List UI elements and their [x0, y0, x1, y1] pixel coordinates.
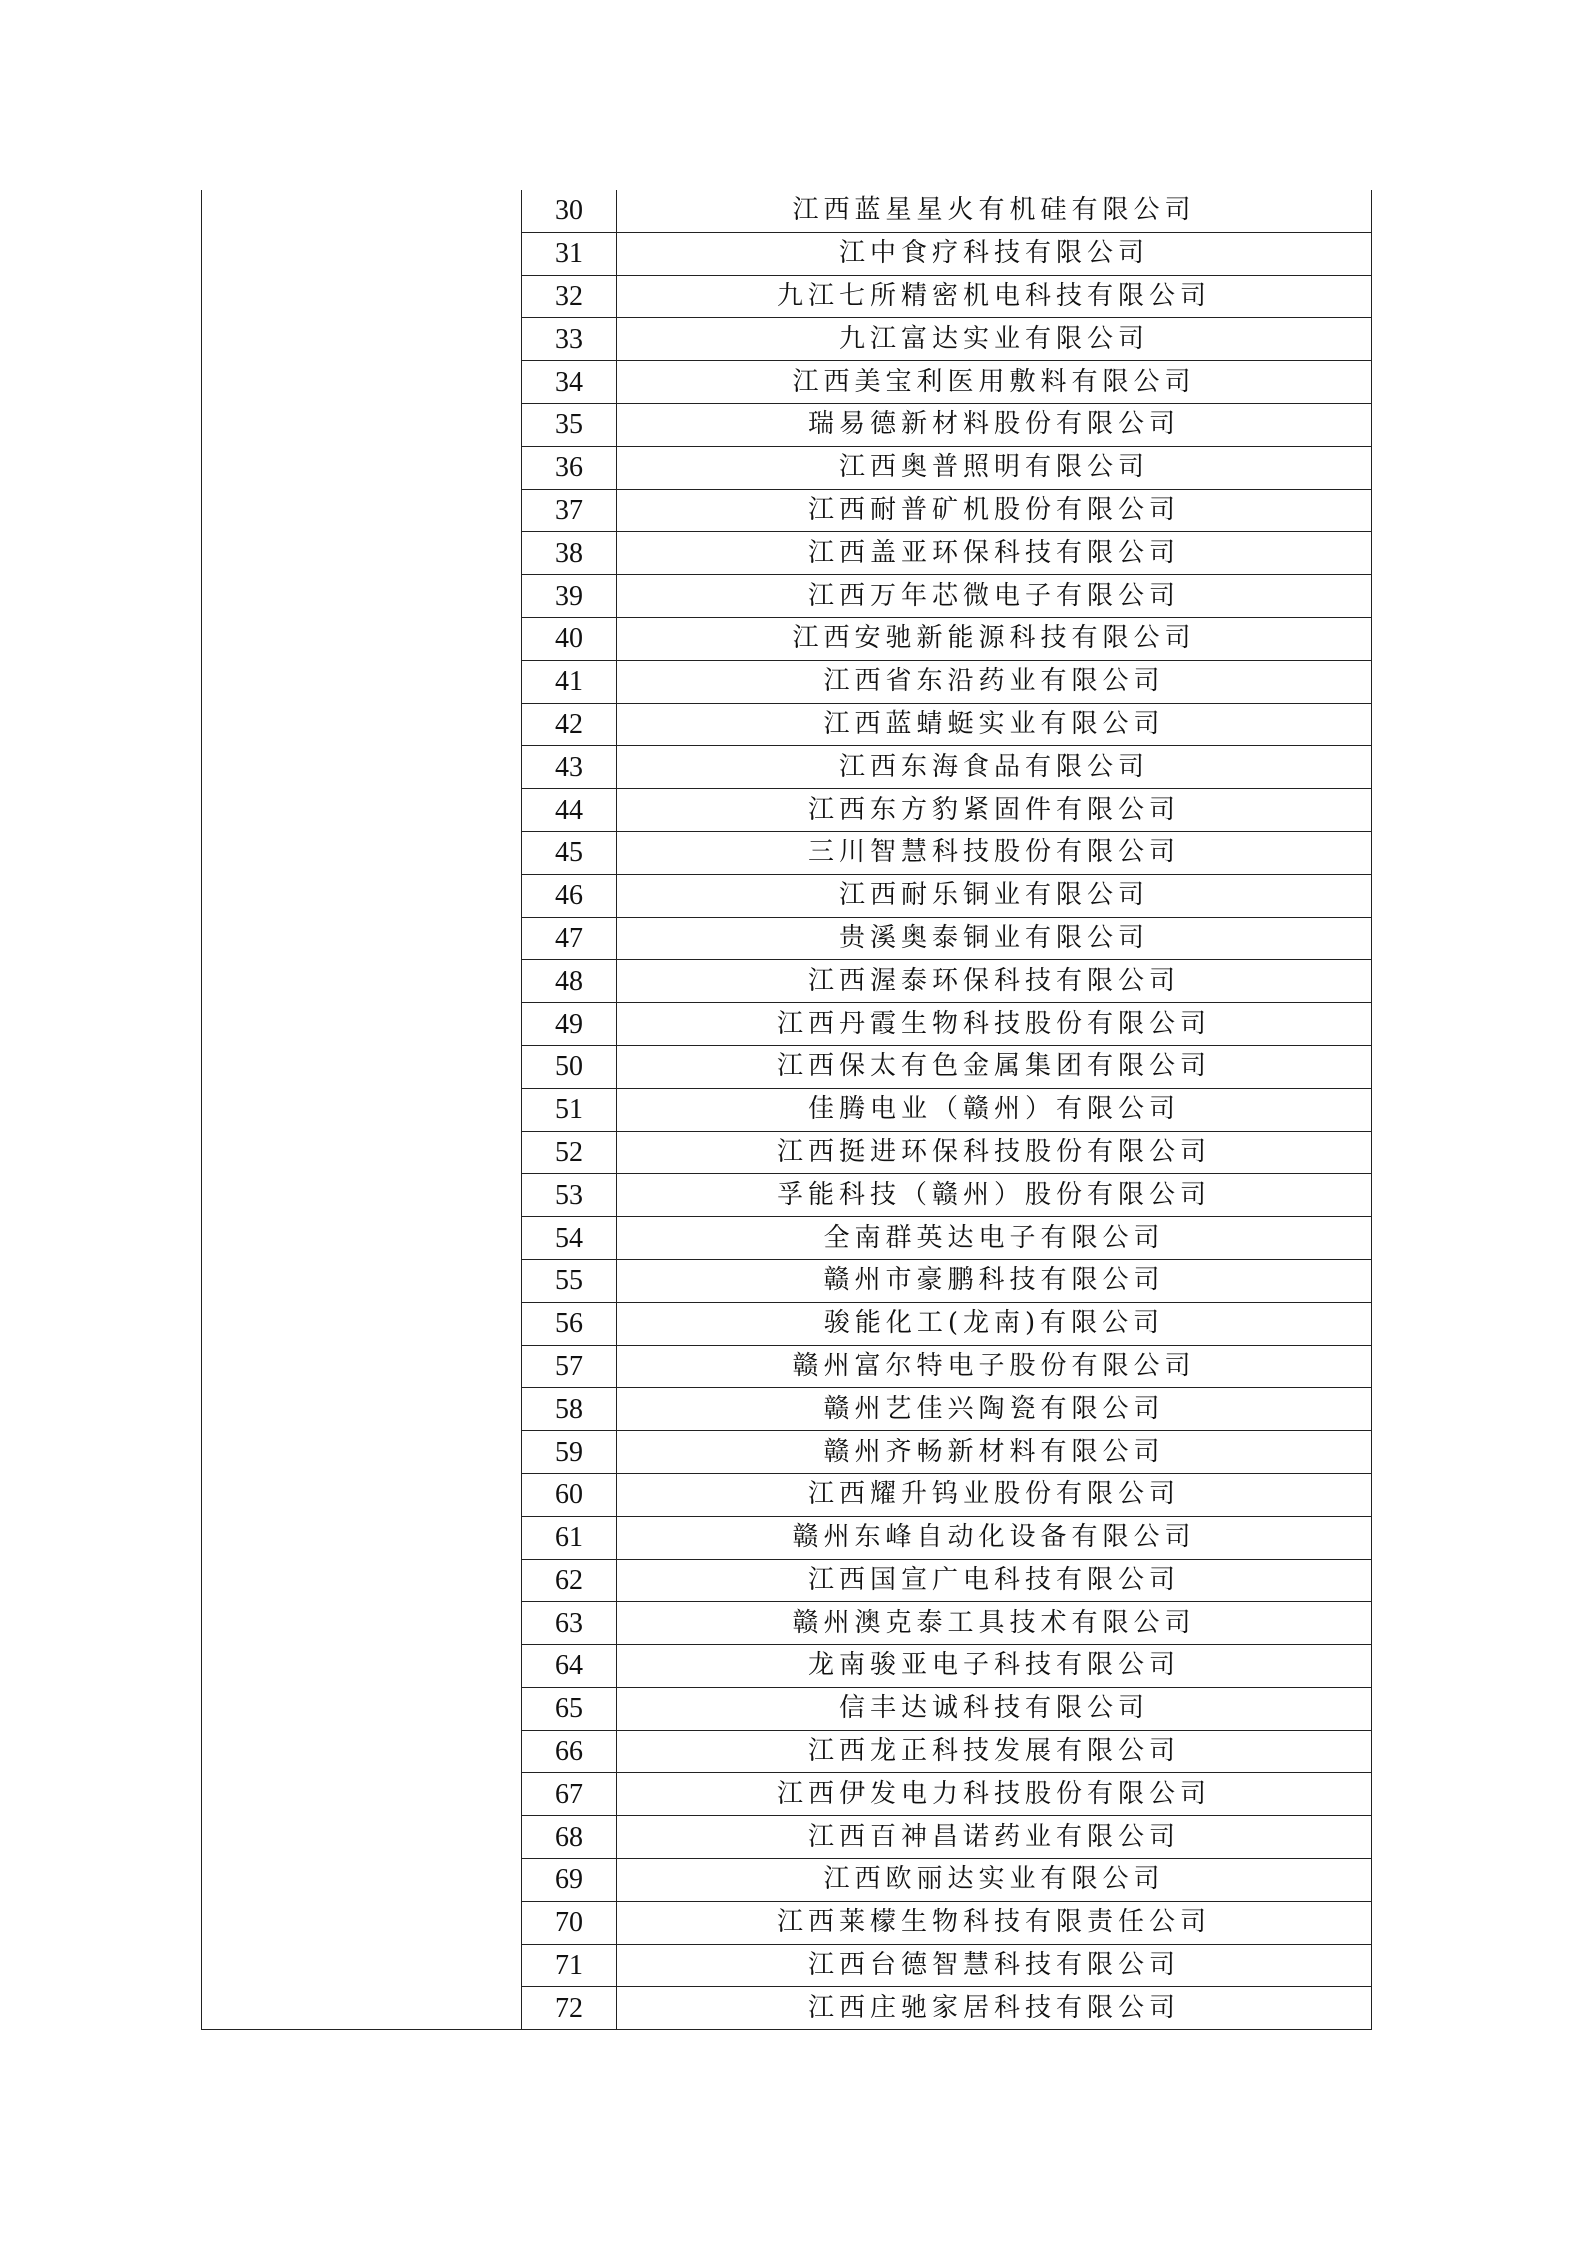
table-row: [522, 1045, 1372, 1088]
table-row: [522, 1944, 1372, 1987]
row-number: 72: [522, 1987, 617, 2030]
table-row: [522, 489, 1372, 532]
company-name: 瑞易德新材料股份有限公司: [617, 403, 1372, 446]
table-row: [522, 1987, 1372, 2030]
company-name: 江西龙正科技发展有限公司: [617, 1730, 1372, 1773]
company-name: 江西莱檬生物科技有限责任公司: [617, 1901, 1372, 1944]
company-name: 江西东方豹紧固件有限公司: [617, 789, 1372, 832]
row-number: 56: [522, 1302, 617, 1345]
table-row: [522, 660, 1372, 703]
table-row: [522, 1602, 1372, 1645]
company-name: 江西省东沿药业有限公司: [617, 660, 1372, 703]
row-number: 62: [522, 1559, 617, 1602]
company-name: 孚能科技（赣州）股份有限公司: [617, 1174, 1372, 1217]
company-name: 佳腾电业（赣州）有限公司: [617, 1088, 1372, 1131]
table-row: [522, 1773, 1372, 1816]
company-name: 信丰达诚科技有限公司: [617, 1687, 1372, 1730]
table-row: [522, 1730, 1372, 1773]
table-row: [522, 789, 1372, 832]
row-number: 31: [522, 232, 617, 275]
table-row: [522, 874, 1372, 917]
company-name: 赣州艺佳兴陶瓷有限公司: [617, 1388, 1372, 1431]
company-name: 江西渥泰环保科技有限公司: [617, 960, 1372, 1003]
table-row: [522, 361, 1372, 404]
table-row: [522, 1687, 1372, 1730]
table-row: [522, 960, 1372, 1003]
company-name: 江中食疗科技有限公司: [617, 232, 1372, 275]
row-number: 49: [522, 1003, 617, 1046]
table-row: [522, 446, 1372, 489]
company-name: 江西东海食品有限公司: [617, 746, 1372, 789]
row-number: 44: [522, 789, 617, 832]
row-number: 48: [522, 960, 617, 1003]
table-row: [522, 532, 1372, 575]
table-row: [522, 703, 1372, 746]
table-row: [522, 1473, 1372, 1516]
row-number: 53: [522, 1174, 617, 1217]
row-number: 68: [522, 1816, 617, 1859]
row-number: 47: [522, 917, 617, 960]
row-number: 67: [522, 1773, 617, 1816]
company-name: 江西国宣广电科技有限公司: [617, 1559, 1372, 1602]
row-number: 60: [522, 1473, 617, 1516]
company-name: 江西耀升钨业股份有限公司: [617, 1473, 1372, 1516]
row-number: 38: [522, 532, 617, 575]
company-name: 江西百神昌诺药业有限公司: [617, 1816, 1372, 1859]
row-number: 70: [522, 1901, 617, 1944]
company-name: 江西奥普照明有限公司: [617, 446, 1372, 489]
row-number: 33: [522, 318, 617, 361]
table-row: [522, 318, 1372, 361]
row-number: 30: [522, 190, 617, 232]
company-name: 赣州齐畅新材料有限公司: [617, 1431, 1372, 1474]
company-name: 贵溪奥泰铜业有限公司: [617, 917, 1372, 960]
company-name: 江西台德智慧科技有限公司: [617, 1944, 1372, 1987]
row-number: 34: [522, 361, 617, 404]
row-number: 50: [522, 1045, 617, 1088]
row-number: 36: [522, 446, 617, 489]
row-number: 63: [522, 1602, 617, 1645]
company-name: 九江富达实业有限公司: [617, 318, 1372, 361]
row-number: 54: [522, 1217, 617, 1260]
company-name: 江西欧丽达实业有限公司: [617, 1859, 1372, 1902]
row-number: 45: [522, 831, 617, 874]
company-table-body: [522, 190, 1372, 2030]
row-number: 46: [522, 874, 617, 917]
table-row: [522, 275, 1372, 318]
row-number: 57: [522, 1345, 617, 1388]
table-row: [522, 1003, 1372, 1046]
table-row: [522, 831, 1372, 874]
table-row: [522, 1388, 1372, 1431]
company-name: 龙南骏亚电子科技有限公司: [617, 1645, 1372, 1688]
company-name: 江西丹霞生物科技股份有限公司: [617, 1003, 1372, 1046]
company-name: 赣州东峰自动化设备有限公司: [617, 1516, 1372, 1559]
company-name: 江西美宝利医用敷料有限公司: [617, 361, 1372, 404]
table-row: [522, 746, 1372, 789]
table-row: [522, 232, 1372, 275]
merged-category-cell: [201, 190, 521, 2030]
table-row: [522, 1901, 1372, 1944]
table-row: [522, 1088, 1372, 1131]
table-row: [522, 917, 1372, 960]
table-row: [522, 1645, 1372, 1688]
row-number: 55: [522, 1259, 617, 1302]
table-row: [522, 617, 1372, 660]
company-name: 江西蓝蜻蜓实业有限公司: [617, 703, 1372, 746]
company-name: 赣州市豪鹏科技有限公司: [617, 1259, 1372, 1302]
company-name: 江西安驰新能源科技有限公司: [617, 617, 1372, 660]
table-row: [522, 1174, 1372, 1217]
row-number: 43: [522, 746, 617, 789]
company-name: 江西挺进环保科技股份有限公司: [617, 1131, 1372, 1174]
company-name: 江西伊发电力科技股份有限公司: [617, 1773, 1372, 1816]
company-name: 九江七所精密机电科技有限公司: [617, 275, 1372, 318]
company-name: 赣州富尔特电子股份有限公司: [617, 1345, 1372, 1388]
company-name: 江西庄驰家居科技有限公司: [617, 1987, 1372, 2030]
row-number: 39: [522, 575, 617, 618]
company-name: 三川智慧科技股份有限公司: [617, 831, 1372, 874]
table-row: [522, 1131, 1372, 1174]
row-number: 35: [522, 403, 617, 446]
row-number: 64: [522, 1645, 617, 1688]
company-name: 赣州澳克泰工具技术有限公司: [617, 1602, 1372, 1645]
table-row: [522, 1859, 1372, 1902]
row-number: 58: [522, 1388, 617, 1431]
row-number: 59: [522, 1431, 617, 1474]
company-table: [521, 190, 1372, 2030]
table-row: [522, 190, 1372, 232]
table-row: [522, 403, 1372, 446]
row-number: 40: [522, 617, 617, 660]
row-number: 32: [522, 275, 617, 318]
company-table-wrapper: [521, 190, 1369, 2030]
table-row: [522, 1259, 1372, 1302]
company-name: 全南群英达电子有限公司: [617, 1217, 1372, 1260]
table-row: [522, 575, 1372, 618]
row-number: 52: [522, 1131, 617, 1174]
company-name: 骏能化工(龙南)有限公司: [617, 1302, 1372, 1345]
company-name: 江西盖亚环保科技有限公司: [617, 532, 1372, 575]
row-number: 41: [522, 660, 617, 703]
company-name: 江西耐乐铜业有限公司: [617, 874, 1372, 917]
company-name: 江西保太有色金属集团有限公司: [617, 1045, 1372, 1088]
table-row: [522, 1345, 1372, 1388]
table-row: [522, 1217, 1372, 1260]
company-name: 江西万年芯微电子有限公司: [617, 575, 1372, 618]
row-number: 51: [522, 1088, 617, 1131]
row-number: 42: [522, 703, 617, 746]
company-name: 江西蓝星星火有机硅有限公司: [617, 190, 1372, 232]
table-row: [522, 1559, 1372, 1602]
row-number: 69: [522, 1859, 617, 1902]
row-number: 71: [522, 1944, 617, 1987]
row-number: 66: [522, 1730, 617, 1773]
row-number: 61: [522, 1516, 617, 1559]
table-row: [522, 1516, 1372, 1559]
table-row: [522, 1431, 1372, 1474]
table-row: [522, 1816, 1372, 1859]
row-number: 37: [522, 489, 617, 532]
table-row: [522, 1302, 1372, 1345]
company-name: 江西耐普矿机股份有限公司: [617, 489, 1372, 532]
row-number: 65: [522, 1687, 617, 1730]
